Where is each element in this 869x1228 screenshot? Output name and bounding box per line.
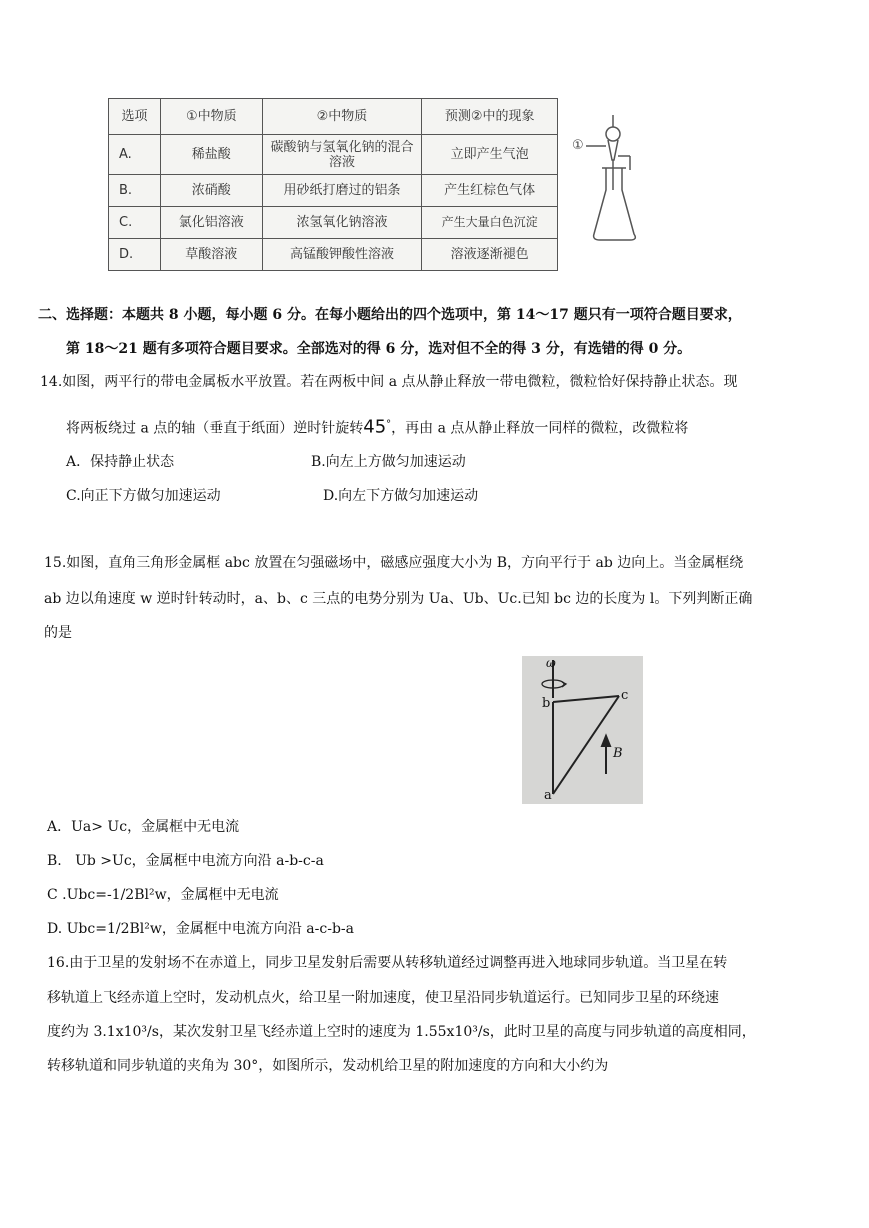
table-row [109, 239, 558, 271]
table-cell: 高锰酸钾酸性溶液 [262, 239, 422, 271]
q14-option-d: D.向左下方做匀加速运动 [323, 488, 479, 504]
vertex-b-label: b [542, 696, 551, 711]
table-cell: 浓氢氧化钠溶液 [262, 207, 422, 239]
magnetic-field-label: B [613, 746, 623, 761]
table-cell: 草酸溶液 [160, 239, 262, 271]
table-cell: A. [109, 135, 161, 175]
table-cell: 稀盐酸 [160, 135, 262, 175]
omega-label: ω [546, 656, 556, 670]
apparatus-label: ① [572, 138, 584, 153]
q15-stem-line2: ab 边以角速度 w 逆时针转动时，a、b、c 三点的电势分别为 Ua、Ub、Uc.已知 bc 边的长度为 l。下列判断正确 [44, 591, 753, 607]
section-heading-line2: 第 18～21 题有多项符合题目要求。全部选对的得 6 分，选对但不全的得 3 分，有选错的得 0 分。 [66, 341, 692, 357]
q14-stem-line2 [66, 415, 688, 439]
table-header: 选项 [109, 99, 161, 135]
table-cell: 溶液逐渐褪色 [422, 239, 558, 271]
table-row [109, 135, 558, 175]
table-cell: 产生红棕色气体 [422, 175, 558, 207]
triangle-frame-figure [522, 656, 643, 804]
vertex-a-label: a [544, 788, 552, 803]
table-cell: 浓硝酸 [160, 175, 262, 207]
q15-stem-line1: 15.如图，直角三角形金属框 abc 放置在匀强磁场中，磁感应强度大小为 B，方向平行于 ab 边向上。当金属框绕 [44, 555, 744, 571]
table-header: 预测②中的现象 [422, 99, 558, 135]
table-header: ①中物质 [160, 99, 262, 135]
table-cell: 立即产生气泡 [422, 135, 558, 175]
table-cell: 碳酸钠与氢氧化钠的混合溶液 [262, 135, 422, 175]
q14-angle: 45 [363, 416, 387, 438]
q15-option-a: A．Ua> Uc，金属框中无电流 [47, 819, 240, 835]
triangle-drawing [522, 656, 643, 804]
q14-option-a: A．保持静止状态 [66, 454, 175, 470]
q15-stem-line3: 的是 [44, 625, 72, 641]
table-cell: C. [109, 207, 161, 239]
q14-stem-line1: 14.如图，两平行的带电金属板水平放置。若在两板中间 a 点从静止释放一带电微粒，微粒恰好保持静止状态。现 [40, 374, 738, 390]
q14-degree: ° [386, 419, 392, 430]
q15-option-b: B. Ub >Uc，金属框中电流方向沿 a-b-c-a [47, 853, 324, 869]
table-cell: 用砂纸打磨过的铝条 [262, 175, 422, 207]
q16-stem-line2: 移轨道上飞经赤道上空时，发动机点火，给卫星一附加速度，使卫星沿同步轨道运行。已知同步卫星的环绕速 [47, 990, 719, 1006]
table-row [109, 175, 558, 207]
table-cell: D. [109, 239, 161, 271]
q14-text-b: ，再由 a 点从静止释放一同样的微粒，改微粒将 [391, 420, 689, 437]
table-cell: 产生大量白色沉淀 [422, 207, 558, 239]
table-cell: 氯化铝溶液 [160, 207, 262, 239]
table-header-row [109, 99, 558, 135]
q14-option-b: B.向左上方做匀加速运动 [311, 454, 466, 470]
q16-stem-line3: 度约为 3.1x10³/s，某次发射卫星飞经赤道上空时的速度为 1.55x10³/s，此时卫星的高度与同步轨道的高度相同， [47, 1024, 756, 1040]
section-heading-line1: 二、选择题：本题共 8 小题，每小题 6 分。在每小题给出的四个选项中，第 14～17 题只有一项符合题目要求， [38, 307, 742, 323]
chemistry-table [108, 98, 558, 271]
table-header: ②中物质 [262, 99, 422, 135]
q14-text-a: 将两板绕过 a 点的轴（垂直于纸面）逆时针旋转 [66, 420, 364, 437]
q16-stem-line4: 转移轨道和同步轨道的夹角为 30°，如图所示，发动机给卫星的附加速度的方向和大小约为 [47, 1058, 609, 1074]
flask-drawing [572, 110, 672, 260]
table-row [109, 207, 558, 239]
q15-option-c: C .Ubc=-1/2Bl²w，金属框中无电流 [47, 887, 279, 903]
vertex-c-label: c [621, 688, 629, 703]
q15-option-d: D. Ubc=1/2Bl²w，金属框中电流方向沿 a-c-b-a [47, 921, 354, 937]
q14-option-c: C.向正下方做匀加速运动 [66, 488, 221, 504]
apparatus-figure [572, 110, 672, 260]
q16-stem-line1: 16.由于卫星的发射场不在赤道上，同步卫星发射后需要从转移轨道经过调整再进入地球同步轨道。当卫星在转 [47, 955, 728, 971]
table-cell: B. [109, 175, 161, 207]
